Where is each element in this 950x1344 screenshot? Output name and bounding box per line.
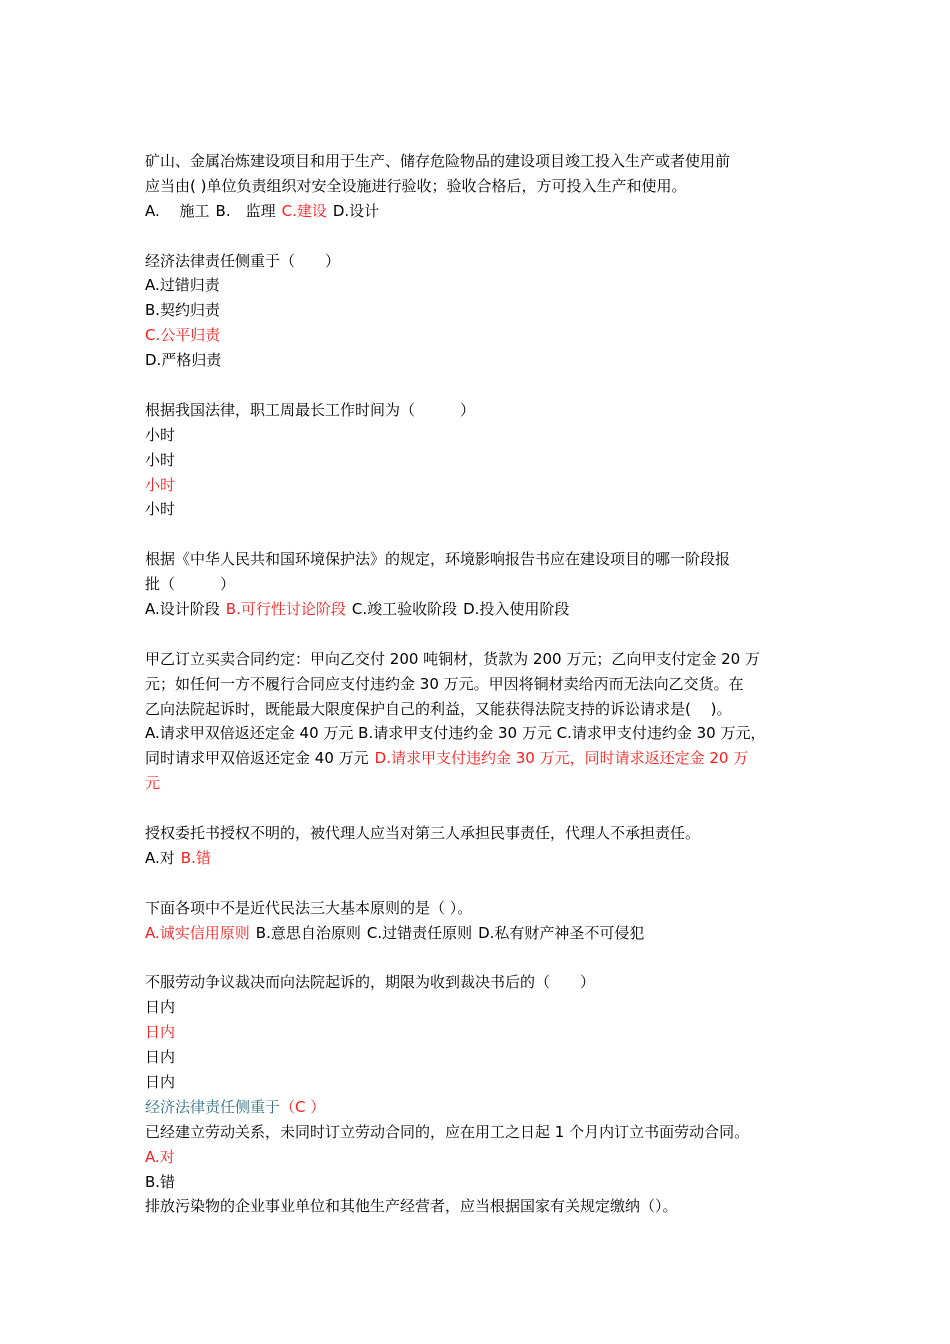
q3-stem: 根据我国法律，职工周最长工作时间为（ ）	[145, 400, 476, 419]
q7-option-a-answer: A.诚实信用原则	[145, 923, 250, 942]
q7-option-c: C.过错责任原则	[366, 923, 473, 942]
q3-option-a: 小时	[145, 425, 176, 444]
q8-option-d: 日内	[145, 1072, 176, 1091]
document-body	[145, 149, 810, 1219]
q3-option-c-answer: 小时	[145, 475, 176, 494]
q5-option-d-answer-cont: 元	[145, 774, 161, 793]
q9-stem	[145, 1095, 810, 1120]
q3-option-b: 小时	[145, 450, 176, 469]
q7-options	[145, 921, 810, 946]
q4-stem-line1: 根据《中华人民共和国环境保护法》的规定，环境影响报告书应在建设项目的哪一阶段报	[145, 550, 731, 569]
q1-option-d: D.设计	[332, 201, 380, 220]
q4-options	[145, 597, 810, 622]
q10-option-b: B.错	[145, 1172, 176, 1191]
q6-option-a: A.对	[145, 848, 175, 867]
q7-option-b: B.意思自治原则	[255, 923, 361, 942]
q8-option-c: 日内	[145, 1048, 176, 1067]
q5-stem-line2: 元；如任何一方不履行合同应支付违约金 30 万元。甲因将铜材卖给丙而无法向乙交货。在	[145, 674, 744, 693]
q6-options	[145, 846, 810, 871]
q10-option-a-answer: A.对	[145, 1147, 175, 1166]
q4-option-c: C.竣工验收阶段	[351, 600, 458, 619]
q3-option-d: 小时	[145, 500, 176, 519]
q1-option-b: B. 监理	[215, 201, 276, 220]
q10-stem: 已经建立劳动关系，未同时订立劳动合同的，应在用工之日起 1 个月内订立书面劳动合同。	[145, 1122, 750, 1141]
q2-option-c-answer: C.公平归责	[145, 326, 221, 345]
q5-option-d-answer: D.请求甲支付违约金 30 万元，同时请求返还定金 20 万	[374, 749, 749, 768]
q1-option-c-answer: C.建设	[281, 201, 327, 220]
q6-option-b-answer: B.错	[180, 848, 211, 867]
q7-option-d: D.私有财产神圣不可侵犯	[478, 923, 645, 942]
q5-options-line2	[145, 746, 810, 771]
q5-stem-line3: 乙向法院起诉时，既能最大限度保护自己的利益，又能获得法院支持的诉讼请求是( )。	[145, 699, 732, 718]
q1-options	[145, 199, 810, 224]
q9-stem-text: 经济法律责任侧重于	[145, 1097, 281, 1116]
q6-stem: 授权委托书授权不明的，被代理人应当对第三人承担民事责任，代理人不承担责任。	[145, 824, 701, 843]
q4-option-b-answer: B.可行性讨论阶段	[225, 600, 346, 619]
q8-stem: 不服劳动争议裁决而向法院起诉的，期限为收到裁决书后的（ ）	[145, 973, 596, 992]
q7-stem: 下面各项中不是近代民法三大基本原则的是（ ）。	[145, 898, 473, 917]
q2-option-a: A.过错归责	[145, 276, 220, 295]
q11-stem: 排放污染物的企业事业单位和其他生产经营者，应当根据国家有关规定缴纳（）。	[145, 1197, 678, 1216]
q9-answer: （C ）	[280, 1097, 326, 1116]
q8-option-b-answer: 日内	[145, 1023, 176, 1042]
q4-option-a: A.设计阶段	[145, 600, 220, 619]
q1-stem-line2: 应当由( )单位负责组织对安全设施进行验收；验收合格后，方可投入生产和使用。	[145, 176, 687, 195]
q8-option-a: 日内	[145, 998, 176, 1017]
q5-option-c-cont: 同时请求甲双倍返还定金 40 万元	[145, 749, 369, 768]
q1-stem-line1: 矿山、金属冶炼建设项目和用于生产、储存危险物品的建设项目竣工投入生产或者使用前	[145, 152, 731, 170]
q2-option-b: B.契约归责	[145, 301, 221, 320]
q2-stem: 经济法律责任侧重于（ ）	[145, 251, 341, 270]
q1-option-a: A. 施工	[145, 201, 210, 220]
q5-stem-line1: 甲乙订立买卖合同约定：甲向乙交付 200 吨铜材，货款为 200 万元；乙向甲支付定金 20 万	[145, 649, 760, 668]
q4-option-d: D.投入使用阶段	[463, 600, 570, 619]
q5-options-line1: A.请求甲双倍返还定金 40 万元 B.请求甲支付违约金 30 万元 C.请求甲支付违约金 30 万元，	[145, 724, 766, 743]
q4-stem-line2: 批（ ）	[145, 575, 236, 594]
q2-option-d: D.严格归责	[145, 351, 222, 370]
